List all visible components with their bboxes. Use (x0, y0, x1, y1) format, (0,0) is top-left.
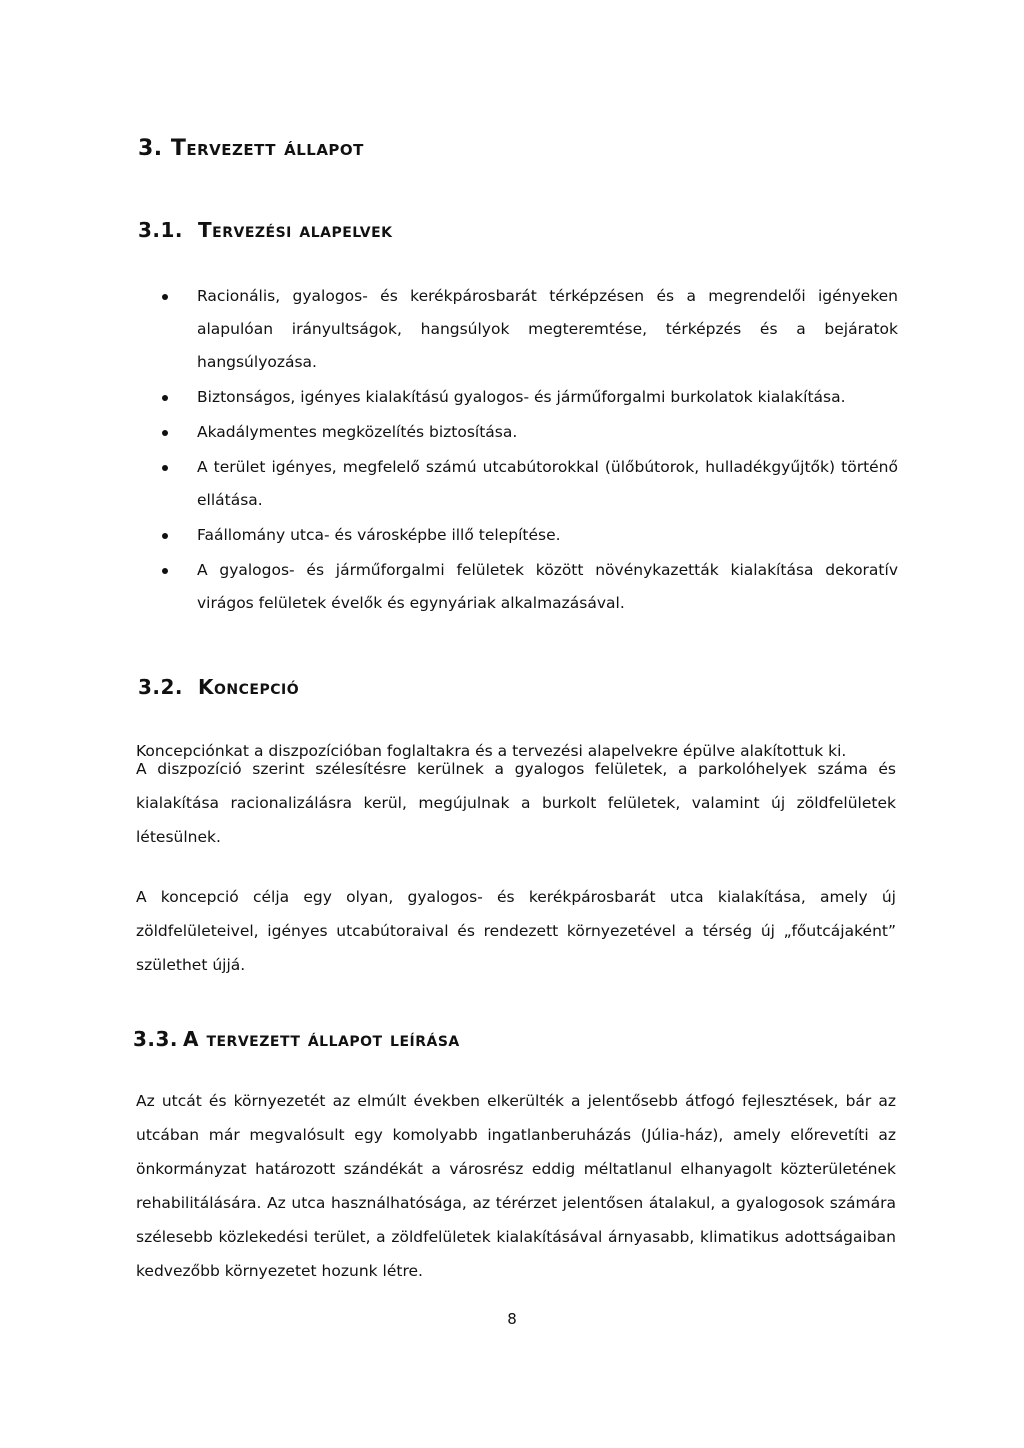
section-2-heading (138, 675, 299, 699)
bullet-icon (162, 395, 168, 401)
section-2-title: Koncepció (198, 675, 300, 699)
list-item: Faállomány utca- és városképbe illő telepítése. (160, 519, 898, 552)
section-1-heading (138, 218, 393, 242)
section-3-heading (133, 1027, 460, 1051)
list-item: A terület igényes, megfelelő számú utcabútorokkal (ülőbútorok, hulladékgyűjtők) történő ellátása. (160, 451, 898, 517)
section-3-title: A tervezett állapot leírása (183, 1027, 460, 1051)
section-1-title: Tervezési alapelvek (198, 218, 393, 242)
section-1-number: 3.1. (138, 218, 184, 242)
page-number: 8 (507, 1310, 517, 1328)
bullet-icon (162, 533, 168, 539)
concept-paragraph-2: A diszpozíció szerint szélesítésre kerülnek a gyalogos felületek, a parkolóhelyek száma és kialakítása racionalizálásra kerül, megújulnak a burkolt felületek, valamint új zöldfelületek létesülnek. (136, 760, 896, 846)
description-paragraph: Az utcát és környezetét az elmúlt években elkerülték a jelentősebb átfogó fejlesztések, bár az utcában már megvalósult egy komolyabb ingatlanberuházás (Júlia-ház), amely előrevetíti az önkormányzat határozott szándékát a városrész eddig méltatlanul elhanyagolt közterületének rehabilitálására. Az utca használhatósága, az térérzet jelentősen átalakul, a gyalogosok számára szélesebb közlekedési terület, a zöldfelületek kialakításával árnyasabb, klimatikus adottságaiban kedvezőbb környezetet hozunk létre. (136, 1092, 896, 1280)
principles-list (160, 280, 898, 622)
bullet-icon (162, 568, 168, 574)
main-heading (138, 136, 364, 161)
list-item: Akadálymentes megközelítés biztosítása. (160, 416, 898, 449)
section-3-number: 3.3. (133, 1027, 179, 1051)
list-item: Racionális, gyalogos- és kerékpárosbarát térképzésen és a megrendelői igényeken alapulóan irányultságok, hangsúlyok megteremtése, térképzés és a bejáratok hangsúlyozása. (160, 280, 898, 379)
list-item: Biztonságos, igényes kialakítású gyalogos- és járműforgalmi burkolatok kialakítása. (160, 381, 898, 414)
bullet-icon (162, 430, 168, 436)
list-item: A gyalogos- és járműforgalmi felületek között növénykazetták kialakítása dekoratív virágos felületek évelők és egynyáriak alkalmazásával. (160, 554, 898, 620)
bullet-icon (162, 465, 168, 471)
concept-paragraph-1: Koncepciónkat a diszpozícióban foglaltakra és a tervezési alapelvekre épülve alakítottuk ki. (136, 742, 847, 760)
main-heading-text: Tervezett állapot (170, 136, 364, 161)
concept-paragraph-3: A koncepció célja egy olyan, gyalogos- és kerékpárosbarát utca kialakítása, amely új zöldfelületeivel, igényes utcabútoraival és rendezett környezetével a térség új „főutcájaként” születhet újjá. (136, 888, 896, 974)
bullet-icon (162, 294, 168, 300)
section-2-number: 3.2. (138, 675, 184, 699)
main-heading-number: 3. (138, 136, 163, 161)
